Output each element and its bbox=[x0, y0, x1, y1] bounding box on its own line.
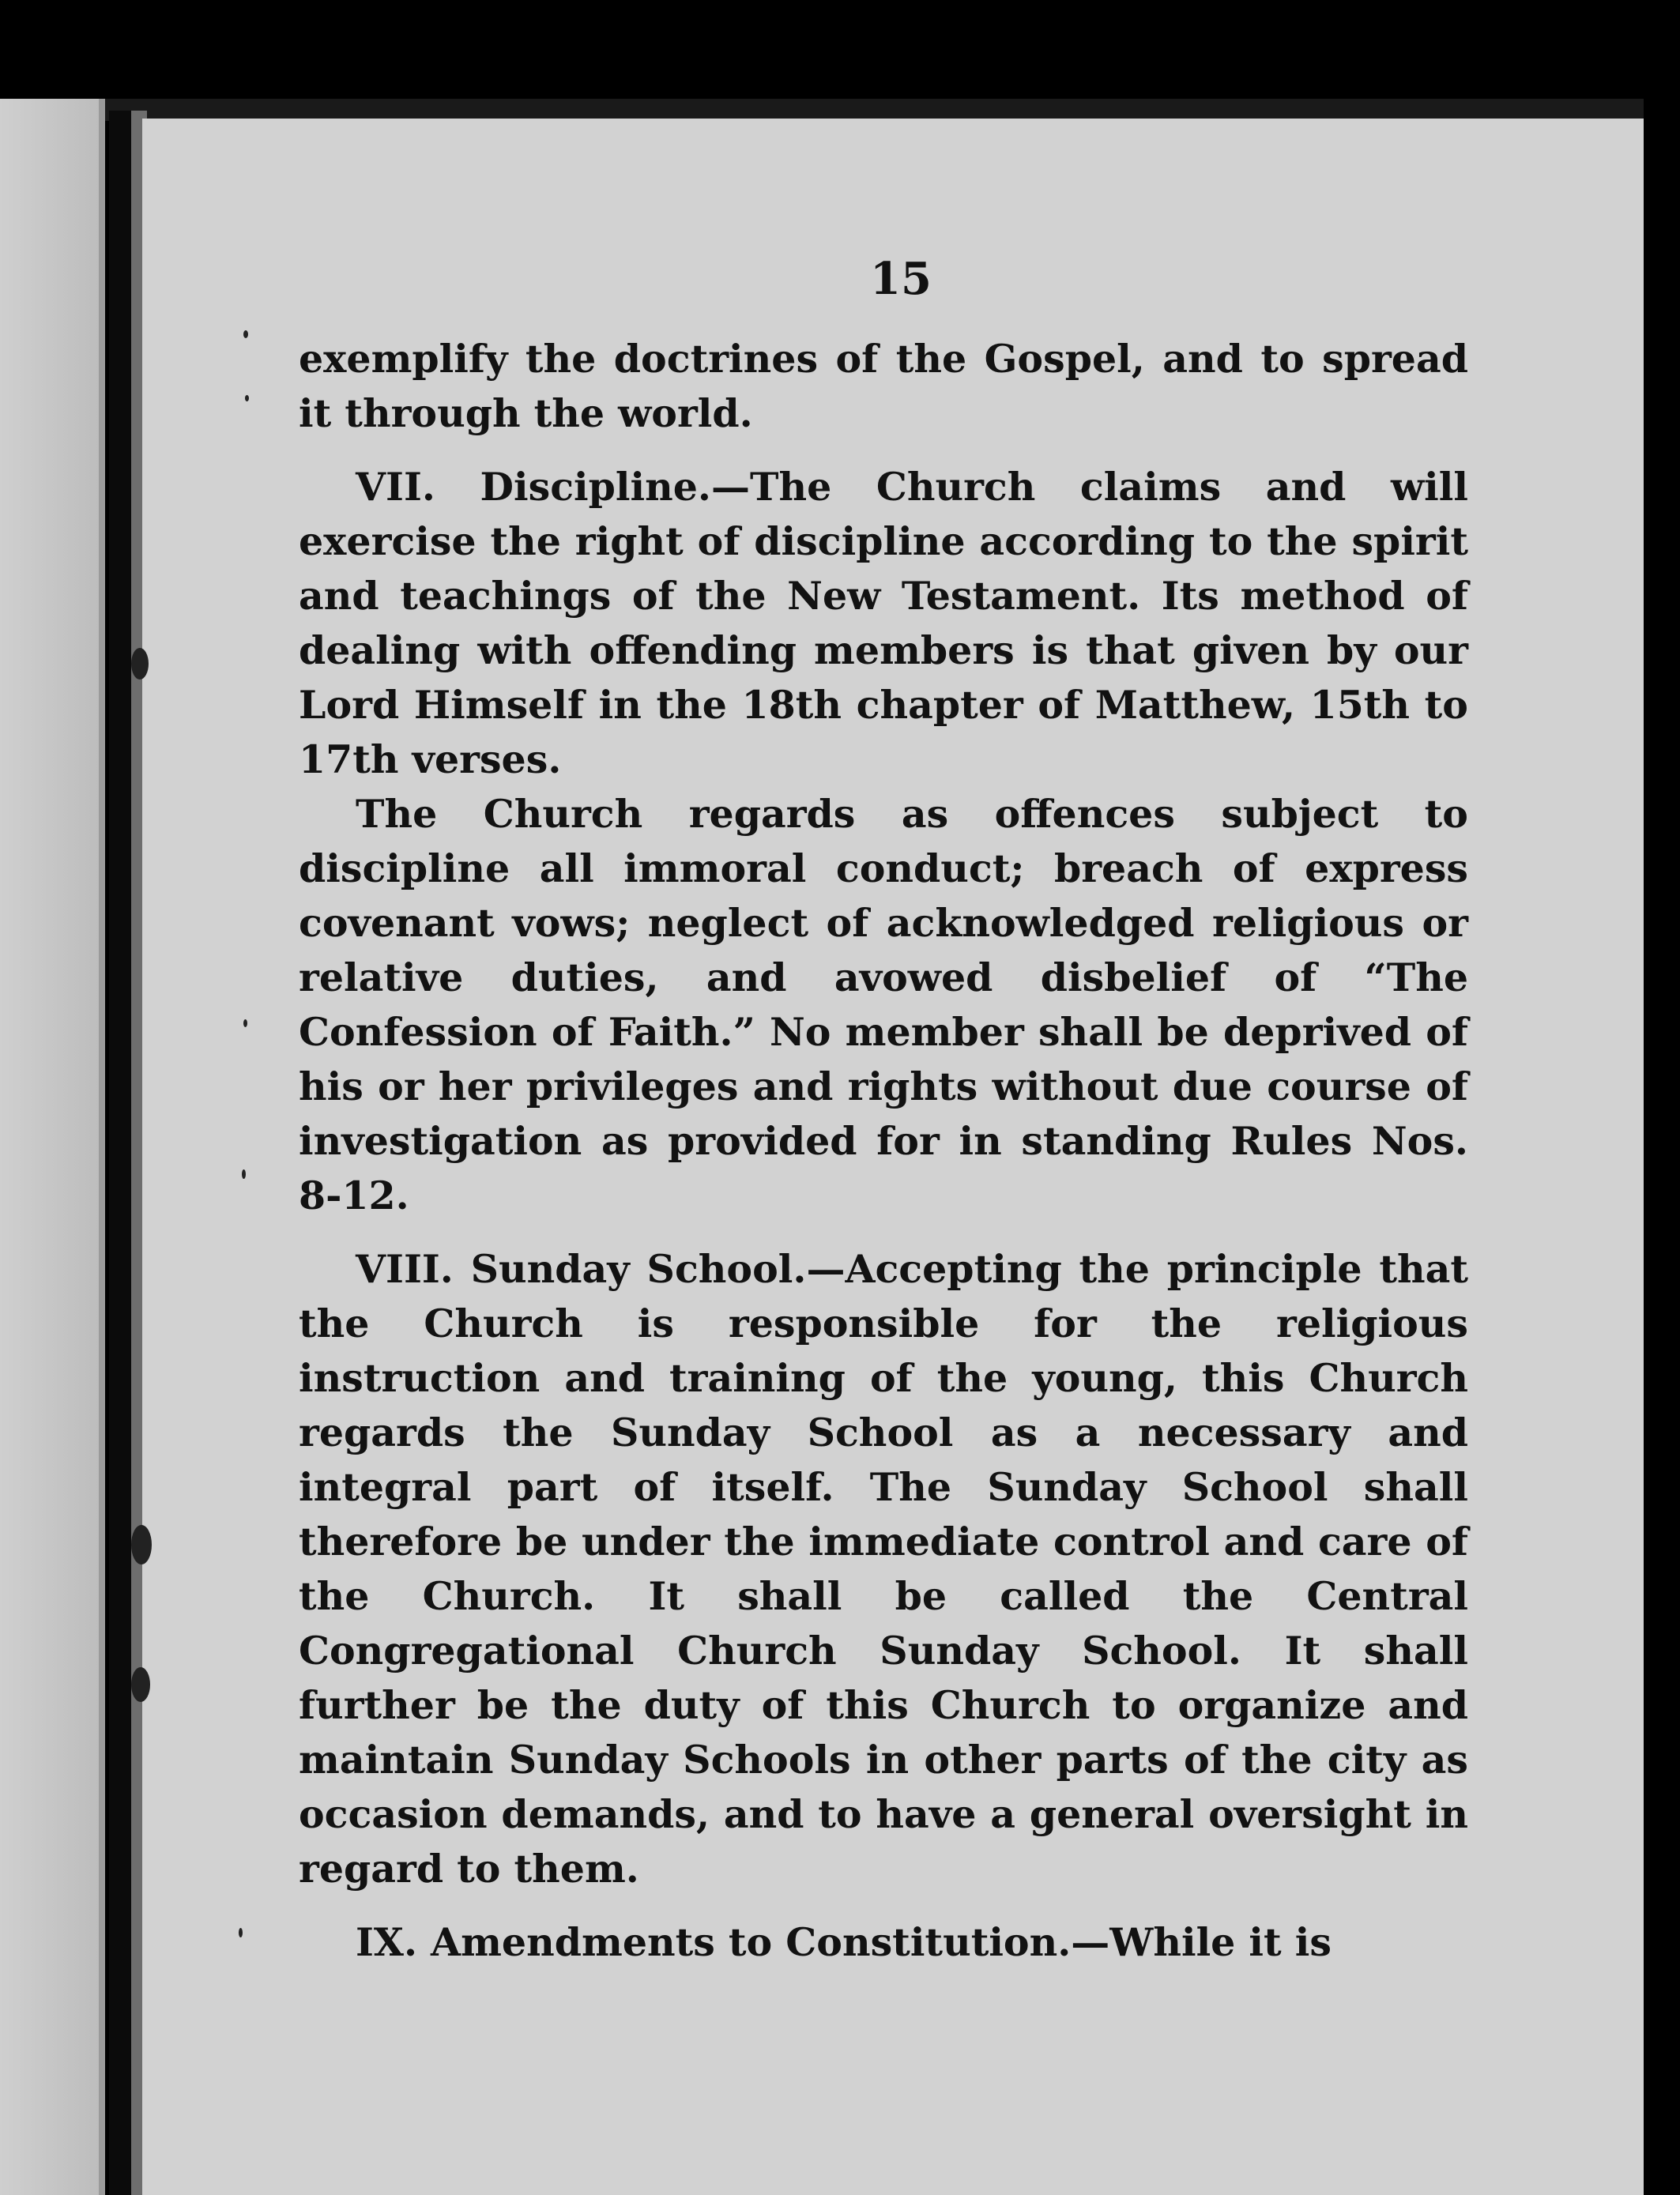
margin-speck bbox=[131, 1525, 152, 1564]
paragraph-sunday-school: VIII. Sunday School.—Accepting the principle that the Church is responsible for the religious instruction and training of the young, this Church regards the Sunday School as a necessary and integral part of itself. The Sunday School shall therefore be under the immediate control and care of the Church. It shall be called the Central Congregational Church Sunday School. It shall further be the duty of this Church to organize and maintain Sunday Schools in other parts of the city as occasion demands, and to have a general oversight in regard to them. bbox=[299, 1246, 1468, 1892]
right-border-shadow bbox=[1644, 134, 1680, 2195]
margin-speck bbox=[131, 648, 149, 680]
margin-speck bbox=[239, 1928, 243, 1937]
body-text bbox=[299, 332, 1468, 1970]
binding-edge bbox=[99, 99, 105, 2195]
facing-page-edge bbox=[0, 99, 99, 2195]
paragraph-offences: The Church regards as offences subject to discipline all immoral conduct; breach of express covenant vows; neglect of acknowledged religious or relative duties, and avowed disbelief of “The Confession of Faith.” No member shall be deprived of his or her privileges and rights without due course of investigation as provided for in standing Rules Nos. 8-12. bbox=[299, 791, 1468, 1218]
page-number: 15 bbox=[870, 253, 932, 305]
binding-spine bbox=[109, 111, 131, 2195]
margin-speck bbox=[245, 395, 249, 401]
margin-speck bbox=[243, 1019, 247, 1027]
margin-speck bbox=[131, 1667, 150, 1702]
margin-speck bbox=[243, 330, 248, 338]
paragraph-discipline: VII. Discipline.—The Church claims and will exercise the right of discipline according to the spirit and teachings of the New Testament. Its method of dealing with offending members is that given by our Lord Himself in the 18th chapter of Matthew, 15th to 17th verses. bbox=[299, 464, 1468, 782]
margin-speck bbox=[242, 1169, 246, 1179]
paragraph-amendments: IX. Amendments to Constitution.—While it is bbox=[356, 1919, 1332, 1965]
top-border-shadow bbox=[99, 99, 1644, 121]
paragraph-continuation: exemplify the doctrines of the Gospel, and to spread it through the world. bbox=[299, 336, 1468, 436]
